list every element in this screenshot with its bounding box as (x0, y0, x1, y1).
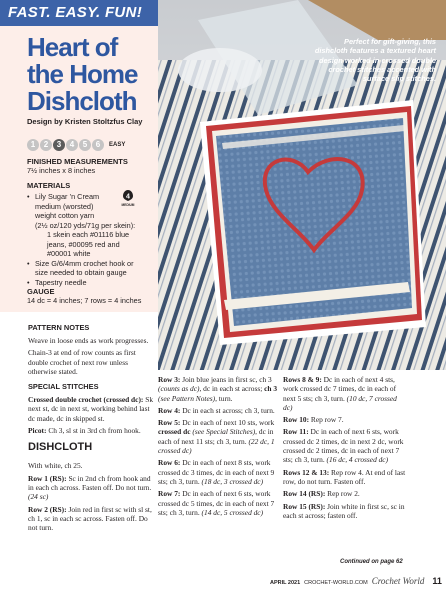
row-10-text: Rep row 7. (309, 415, 344, 425)
stitch-crossed-dc-text: Sk next st, dc in next st, working behind last dc made, dc in skipped st. (28, 395, 154, 423)
yarn-line-3: weight cotton yarn (35, 211, 95, 220)
yarn-line-6: jeans, #00095 red and (47, 239, 120, 249)
title-line-1: Heart of (27, 32, 118, 62)
row-3-text-3: , turn. (215, 393, 233, 403)
hook-line-2: size needed to obtain gauge (35, 268, 127, 277)
designer-credit: Design by Kristen Stoltzfus Clay (27, 117, 143, 126)
row-1-label: Row 1 (RS): (28, 473, 67, 483)
yarn-weight-label: MEDIUM (121, 203, 135, 207)
footer-magazine: Crochet World (371, 576, 425, 586)
row-5-crossed: crossed dc (158, 427, 191, 437)
rows-8-9-count: (10 dc, 7 crossed dc) (283, 393, 397, 412)
materials-needle (27, 278, 152, 288)
column-3 (283, 375, 406, 523)
hook-line-1: Size G/6/4mm crochet hook or (35, 258, 134, 268)
pattern-title (27, 34, 157, 115)
continued-note: Continued on page 62 (340, 559, 403, 565)
materials-heading: MATERIALS (27, 181, 71, 190)
title-line-3: Dishcloth (27, 86, 137, 116)
instruction-intro: With white, ch 25. (28, 461, 83, 471)
skill-level-label: EASY (109, 142, 126, 148)
row-5-text: Dc in each of next 10 sts, work (180, 418, 275, 428)
row-3-label: Row 3: (158, 375, 181, 384)
yarn-weight-icon (119, 190, 137, 208)
skill-level-6: 6 (92, 139, 104, 151)
rows-12-13-text: Rep row 4. At end of last row, do not turn. Fasten off. (283, 467, 406, 486)
footer-date: APRIL 2021 (270, 580, 301, 586)
stitch-crossed-dc-name: Crossed double crochet (crossed dc): (28, 395, 144, 405)
title-line-2: the Home (27, 59, 138, 89)
yarn-line-4: (2½ oz/120 yds/71g per skein): (35, 220, 136, 230)
photo-caption: Perfect for gift-giving, this dishcloth features a textured heart design worked in crossed double crochet stitches accented with surface slip stitches. (314, 37, 436, 84)
pattern-note-1: Weave in loose ends as work progresses. (28, 336, 149, 345)
skill-level-indicator (27, 138, 125, 152)
stitch-crossed-dc (28, 395, 154, 423)
section-banner (0, 0, 158, 26)
yarn-weight-number: 4 (126, 193, 130, 201)
skill-level-5: 5 (79, 139, 91, 151)
special-stitches-heading: SPECIAL STITCHES (28, 382, 99, 392)
stitch-picot (28, 426, 154, 435)
gauge-heading: GAUGE (27, 287, 55, 296)
row-4-text: Dc in each st across; ch 3, turn. (180, 405, 275, 415)
rows-12-13-label: Rows 12 & 13: (283, 467, 330, 477)
row-5-label: Row 5: (158, 418, 181, 428)
yarn-line-2: medium (worsted) (35, 201, 94, 211)
instruction-row-5 (158, 418, 281, 455)
rows-8-9-text: Dc in each of next 4 sts, work crossed dc 7 times, dc in each of next 5 sts; ch 3, turn. (283, 375, 397, 403)
rows-8-9-label: Rows 8 & 9: (283, 375, 322, 384)
instruction-row-7 (158, 489, 281, 517)
instruction-row-2 (28, 505, 154, 533)
column-2 (158, 375, 281, 520)
stitch-picot-text: Ch 3, sl st in 3rd ch from hook. (46, 426, 141, 436)
needle-line: Tapestry needle (35, 277, 87, 287)
row-2-label: Row 2 (RS): (28, 504, 67, 514)
row-7-label: Row 7: (158, 489, 181, 499)
row-11-count: (16 dc, 4 crossed dc) (326, 455, 389, 465)
row-15-label: Row 15 (RS): (283, 501, 326, 511)
skill-level-4: 4 (66, 139, 78, 151)
stitch-picot-name: Picot: (28, 426, 47, 436)
row-14-label: Row 14 (RS): (283, 489, 326, 499)
instruction-rows-12-13 (283, 468, 406, 487)
row-15-text: Join white in first sc, sc in each st across; fasten off. (283, 501, 405, 520)
finished-text: 7½ inches x 8 inches (27, 166, 96, 175)
pattern-note-2: Chain-3 at end of row counts as first double crochet of next row unless otherwise stated. (28, 348, 136, 376)
row-7-count: (14 dc, 5 crossed dc) (201, 507, 264, 517)
instruction-row-10 (283, 415, 406, 424)
gauge-text: 14 dc = 4 inches; 7 rows = 4 inches (27, 296, 142, 305)
row-3-text: Join blue jeans in first sc, ch 3 (180, 375, 272, 384)
page-number: 11 (432, 576, 442, 586)
instruction-row-14 (283, 489, 406, 498)
instruction-row-1 (28, 474, 154, 502)
dishcloth-heading: DISHCLOTH (28, 441, 93, 454)
footer-site: CROCHET-WORLD.COM (304, 580, 368, 586)
row-6-label: Row 6: (158, 458, 181, 468)
row-4-label: Row 4: (158, 405, 181, 415)
row-2-text: Join red in first sc with sl st, ch 1, sc in each sc across. Fasten off. Do not turn. (28, 504, 152, 533)
instruction-row-11 (283, 427, 406, 464)
pattern-notes-heading: PATTERN NOTES (28, 323, 90, 332)
row-5-text-2: , dc in each of next 11 sts; ch 3, turn. (158, 427, 274, 446)
row-1-text: Sc in 2nd ch from hook and in each ch across. Fasten off. Do not turn. (28, 473, 152, 492)
banner-text: FAST. EASY. FUN! (8, 4, 142, 21)
yarn-line-1: Lily Sugar ’n Cream (35, 192, 100, 201)
row-6-count: (18 dc, 3 crossed dc) (201, 476, 264, 486)
row-11-text: Dc in each of next 6 sts, work crossed dc 2 times, dc in next 2 dc, work crossed dc 2 times, dc in each of next 7 sts; ch 3, turn. (283, 427, 404, 465)
instruction-row-4 (158, 406, 281, 415)
row-1-count: (24 sc) (28, 492, 49, 502)
column-1 (28, 323, 154, 535)
materials-hook (27, 259, 152, 278)
row-11-label: Row 11: (283, 427, 309, 437)
row-3-note: (see Pattern Notes) (158, 393, 216, 403)
row-3-ch: ch 3 (264, 384, 278, 394)
yarn-line-5: 1 skein each #01116 blue (47, 230, 130, 239)
row-14-text: Rep row 2. (325, 489, 360, 499)
row-6-text: Dc in each of next 8 sts, work crossed dc 3 times, dc in each of next 9 sts; ch 3, turn. (158, 458, 275, 486)
skill-level-1: 1 (27, 139, 39, 151)
finished-heading: FINISHED MEASUREMENTS (27, 157, 128, 166)
instruction-row-6 (158, 458, 281, 486)
instruction-row-3 (158, 375, 281, 403)
page-footer (270, 576, 442, 586)
skill-level-3: 3 (53, 139, 65, 151)
row-3-count: (counts as dc) (158, 384, 200, 394)
yarn-line-7: #00001 white (47, 249, 91, 258)
row-7-text: Dc in each of next 6 sts, work crossed dc 5 times, dc in each of next 7 sts; ch 3, turn. (158, 489, 275, 517)
skill-level-2: 2 (40, 139, 52, 151)
instruction-rows-8-9 (283, 375, 406, 412)
row-5-note: (see Special Stitches) (192, 427, 256, 437)
row-3-text-2: , dc in each st across; (199, 384, 263, 394)
instruction-row-15 (283, 502, 406, 521)
row-5-count: (22 dc, 1 crossed dc) (158, 436, 275, 456)
row-10-label: Row 10: (283, 415, 310, 425)
